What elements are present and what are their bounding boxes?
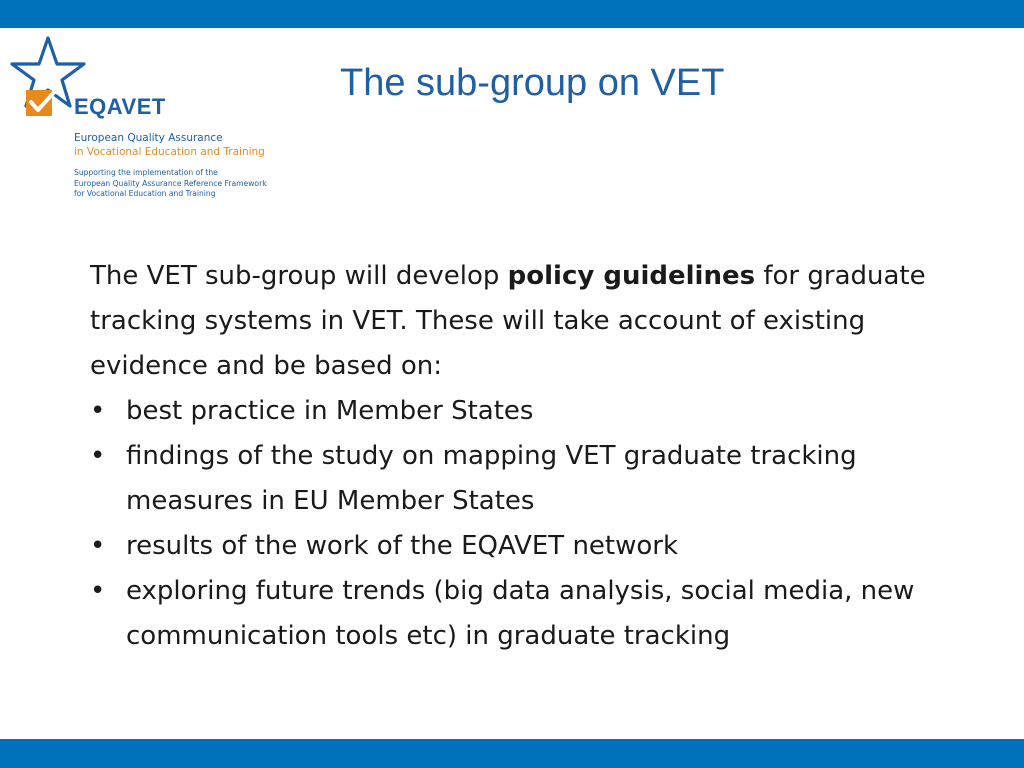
bullet-icon: • [90, 531, 106, 561]
list-item-text: findings of the study on mapping VET graduate tracking measures in EU Member States [126, 441, 857, 516]
logo-tagline-line1: Supporting the implementation of the [74, 168, 218, 177]
logo-subtitle [74, 131, 265, 159]
top-banner-bar [0, 0, 1024, 28]
slide-title: The sub-group on VET [340, 62, 725, 104]
intro-text-start: The VET sub-group will develop [90, 261, 508, 291]
logo-tagline [74, 168, 267, 200]
logo-tagline-line3: for Vocational Education and Training [74, 189, 216, 198]
bullet-icon: • [90, 576, 106, 606]
list-item [90, 569, 950, 659]
intro-bold-phrase: policy guidelines [507, 261, 756, 291]
intro-paragraph [90, 254, 950, 389]
list-item [90, 524, 950, 569]
bullet-list [90, 389, 950, 659]
list-item [90, 434, 950, 524]
bullet-icon: • [90, 441, 106, 471]
logo-subtitle-line1: European Quality Assurance [74, 132, 223, 144]
eqavet-logo [8, 36, 298, 206]
bullet-icon: • [90, 396, 106, 426]
logo-subtitle-line2: in Vocational Education and Training [74, 146, 265, 158]
list-item-text: best practice in Member States [126, 396, 534, 426]
intro-text-end: for graduate tracking systems in VET. These will take account of existing evidence and be based on: [90, 261, 926, 381]
list-item-text: results of the work of the EQAVET network [126, 531, 679, 561]
list-item [90, 389, 950, 434]
list-item-text: exploring future trends (big data analysis, social media, new communication tools etc) in graduate tracking [126, 576, 915, 651]
bottom-banner-bar [0, 739, 1024, 768]
checkmark-icon [24, 84, 64, 124]
logo-wordmark: EQAVET [74, 94, 166, 119]
logo-tagline-line2: European Quality Assurance Reference Framework [74, 178, 267, 188]
slide-body [90, 254, 950, 659]
